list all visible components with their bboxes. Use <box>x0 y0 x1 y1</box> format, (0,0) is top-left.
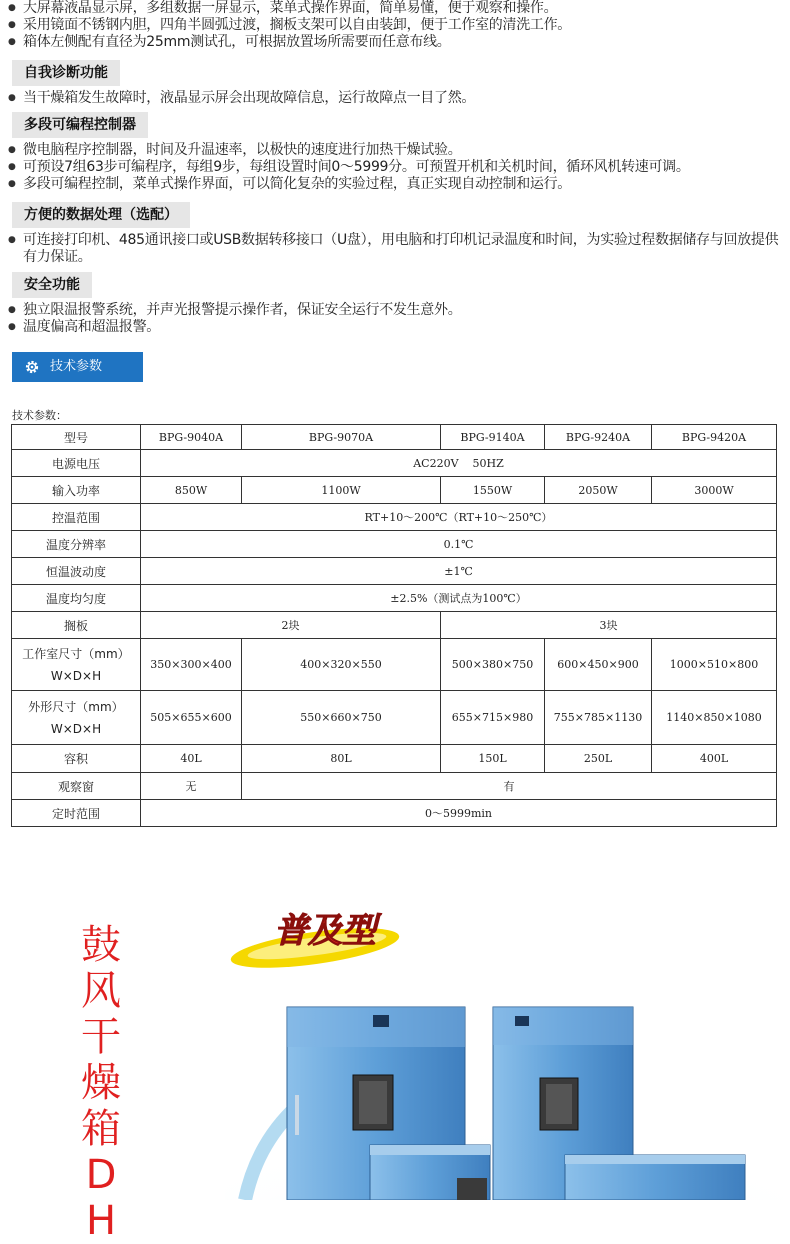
table-cell: 400×320×550 <box>242 639 441 691</box>
tech-params-button[interactable] <box>12 352 143 382</box>
table-cell: ±2.5%（测试点为100℃） <box>141 585 777 612</box>
feature-bullet: ● 多段可编程控制，菜单式操作界面，可以简化复杂的实验过程，真正实现自动控制和运行。 <box>8 176 788 193</box>
product-image <box>225 985 790 1200</box>
feature-bullet: ● 采用镜面不锈钢内胆，四角半圆弧过渡，搁板支架可以自由装卸，便于工作室的清洗工作。 <box>8 17 788 34</box>
table-cell: 250L <box>545 745 652 773</box>
section-list-safety <box>8 302 788 336</box>
cell-line: W×D×H <box>50 668 102 683</box>
table-cell: 恒温波动度 <box>12 558 141 585</box>
table-cell: 850W <box>141 477 242 504</box>
feature-bullet: ● 可预设7组63步可编程序，每组9步，每组设置时间0～5999分。可预置开机和关机时间，循环风机转速可调。 <box>8 159 788 176</box>
feature-bullet: ● 温度偏高和超温报警。 <box>8 319 788 336</box>
feature-bullet: ● 箱体左侧配有直径为25mm测试孔，可根据放置场所需要而任意布线。 <box>8 34 788 51</box>
section-list-programmable-controller <box>8 142 788 193</box>
table-cell: 80L <box>242 745 441 773</box>
table-cell: 3块 <box>441 612 777 639</box>
section-header-self-diagnosis: 自我诊断功能 <box>12 60 120 86</box>
gear-icon <box>24 359 40 375</box>
section-list-data-processing <box>8 232 788 266</box>
table-row <box>12 612 777 639</box>
table-cell: 定时范围 <box>12 800 141 827</box>
table-cell: 无 <box>141 773 242 800</box>
section-list-self-diagnosis <box>8 90 788 107</box>
table-cell: 1000×510×800 <box>652 639 777 691</box>
table-cell: 1140×850×1080 <box>652 691 777 745</box>
feature-bullet: ● 当干燥箱发生故障时，液晶显示屏会出现故障信息，运行故障点一目了然。 <box>8 90 788 107</box>
title-char: H <box>85 1198 117 1244</box>
table-row <box>12 745 777 773</box>
table-cell: 3000W <box>652 477 777 504</box>
table-row <box>12 477 777 504</box>
table-cell: 600×450×900 <box>545 639 652 691</box>
table-cell: 电源电压 <box>12 450 141 477</box>
table-cell: BPG-9240A <box>545 425 652 450</box>
table-row <box>12 504 777 531</box>
table-cell: 550×660×750 <box>242 691 441 745</box>
table-row <box>12 450 777 477</box>
table-cell: BPG-9140A <box>441 425 545 450</box>
table-cell: RT+10～200℃（RT+10～250℃） <box>141 504 777 531</box>
feature-bullet: ● 可连接打印机、485通讯接口或USB数据转移接口（U盘），用电脑和打印机记录温度和时间，为实验过程数据储存与回放提供有力保证。 <box>8 232 788 266</box>
table-cell: 搁板 <box>12 612 141 639</box>
feature-bullet: ● 独立限温报警系统，并声光报警提示操作者，保证安全运行不发生意外。 <box>8 302 788 319</box>
table-cell: 40L <box>141 745 242 773</box>
table-cell: 0～5999min <box>141 800 777 827</box>
title-char: 箱 <box>81 1106 121 1152</box>
table-cell: 1550W <box>441 477 545 504</box>
title-char: 干 <box>81 1014 121 1060</box>
table-cell: 655×715×980 <box>441 691 545 745</box>
table-cell: BPG-9070A <box>242 425 441 450</box>
table-cell: 0.1℃ <box>141 531 777 558</box>
table-row <box>12 691 777 745</box>
table-row <box>12 558 777 585</box>
table-cell: 1100W <box>242 477 441 504</box>
table-caption: 技术参数： <box>12 409 67 422</box>
title-char: 风 <box>81 968 121 1014</box>
table-cell: 150L <box>441 745 545 773</box>
feature-bullet: ● 大屏幕液晶显示屏，多组数据一屏显示，菜单式操作界面，简单易懂，便于观察和操作。 <box>8 0 788 17</box>
table-cell: 2块 <box>141 612 441 639</box>
section-header-safety: 安全功能 <box>12 272 92 298</box>
table-row <box>12 531 777 558</box>
table-cell: 400L <box>652 745 777 773</box>
product-vertical-title <box>78 922 124 1244</box>
table-cell: ±1℃ <box>141 558 777 585</box>
table-cell: 505×655×600 <box>141 691 242 745</box>
table-row <box>12 425 777 450</box>
table-cell: 2050W <box>545 477 652 504</box>
table-cell: 温度分辨率 <box>12 531 141 558</box>
table-cell <box>12 639 141 691</box>
table-cell: 观察窗 <box>12 773 141 800</box>
table-cell: 输入功率 <box>12 477 141 504</box>
table-cell: 型号 <box>12 425 141 450</box>
section-header-programmable-controller: 多段可编程控制器 <box>12 112 148 138</box>
table-cell: 容积 <box>12 745 141 773</box>
table-cell <box>12 691 141 745</box>
badge-text: 普及型 <box>274 911 376 951</box>
table-row <box>12 773 777 800</box>
feature-bullet: ● 微电脑程序控制器，时间及升温速率，以极快的速度进行加热干燥试验。 <box>8 142 788 159</box>
title-char: 鼓 <box>81 922 121 968</box>
cell-line: W×D×H <box>50 721 102 736</box>
section-header-data-processing: 方便的数据处理（选配） <box>12 202 190 228</box>
table-row <box>12 639 777 691</box>
intro-feature-list <box>8 0 788 51</box>
table-cell: AC220V 50HZ <box>141 450 777 477</box>
table-row <box>12 800 777 827</box>
table-cell: 有 <box>242 773 777 800</box>
tech-params-label: 技术参数 <box>50 359 103 374</box>
spec-table <box>11 424 777 827</box>
table-cell: 温度均匀度 <box>12 585 141 612</box>
table-cell: BPG-9040A <box>141 425 242 450</box>
title-char: D <box>85 1152 117 1198</box>
cell-line: 工作室尺寸（mm） <box>22 646 130 661</box>
popular-model-badge <box>225 900 425 980</box>
title-char: 燥 <box>81 1060 121 1106</box>
table-cell: 控温范围 <box>12 504 141 531</box>
table-cell: 500×380×750 <box>441 639 545 691</box>
table-cell: BPG-9420A <box>652 425 777 450</box>
table-row <box>12 585 777 612</box>
cell-line: 外形尺寸（mm） <box>28 699 124 714</box>
table-cell: 755×785×1130 <box>545 691 652 745</box>
table-cell: 350×300×400 <box>141 639 242 691</box>
